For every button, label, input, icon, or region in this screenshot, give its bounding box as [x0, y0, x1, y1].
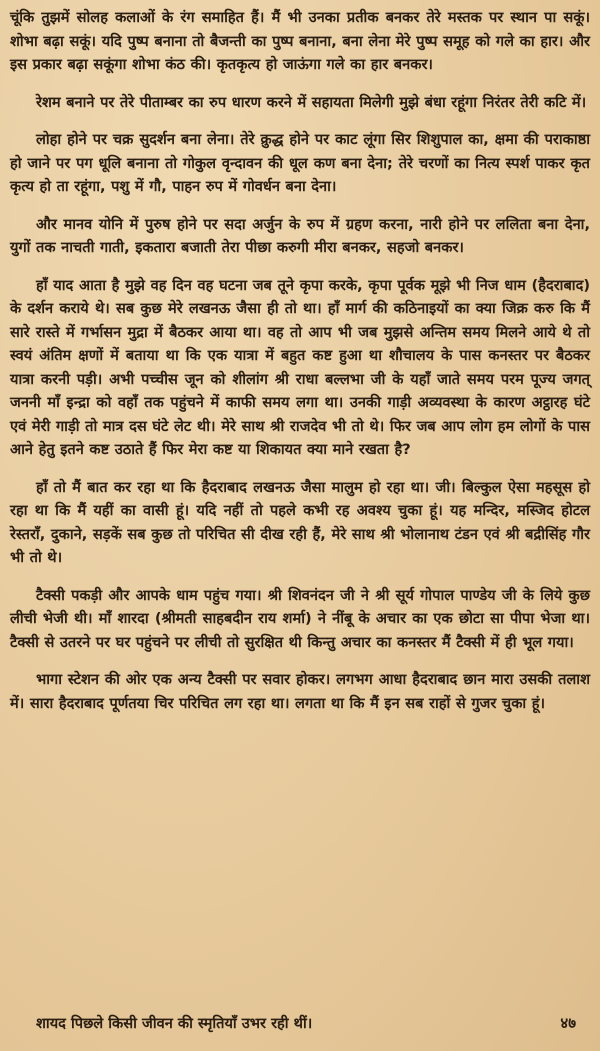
- paragraph-4: और मानव योनि में पुरुष होने पर सदा अर्जुन के रुप में ग्रहण करना, नारी होने पर ललिता बना देना, युगों तक नाचती गाती, इकतारा बजाती तेरा पीछा करुगी मीरा बनकर, सहजो बनकर।: [10, 215, 590, 256]
- closing-line: शायद पिछले किसी जीवन की स्मृतियाँ उभर रही थीं।: [36, 1015, 313, 1032]
- page-footer: [10, 1012, 590, 1036]
- page-number: ४७: [560, 1014, 576, 1032]
- paragraph-3: लोहा होने पर चक्र सुदर्शन बना लेना। तेरे क्रुद्ध होने पर काट लूंगा सिर शिशुपाल का, क्षमा की पराकाष्ठा हो जाने पर पग धूलि बनाना तो गोकुल वृन्दावन की धूल कण बना देना; तेरे चरणों का नित्य स्पर्श पाकर कृत कृत्य हो ता रहूंगा, पशु में गौ, पाहन रुप में गोवर्धन बना देना।: [10, 131, 590, 195]
- paragraph-7: टैक्सी पकड़ी और आपके धाम पहुंच गया। श्री शिवनंदन जी ने श्री सूर्य गोपाल पाण्डेय जी के लिये कुछ लीची भेजी थी। माँ शारदा (श्रीमती साहबदीन राय शर्मा) ने नींबू के अचार का एक छोटा सा पीपा भेजा था। टैक्सी से उतरने पर घर पहुंचने पर लीची तो सुरक्षित थी किन्तु अचार का कनस्तर मैं टैक्सी में ही भूल गया।: [10, 586, 590, 651]
- paragraph-5: हाँ याद आता है मुझे वह दिन वह घटना जब तूने कृपा करके, कृपा पूर्वक मूझे भी निज धाम (हैदराबाद) के दर्शन कराये थे। सब कुछ मेरे लखनऊ जैसा ही तो था। हाँ मार्ग की कठिनाइयों का क्या जिक्र करु कि मैं सारे रास्ते में गर्भासन मुद्रा में बैठकर आया था। वह तो आप भी जब मुझसे अन्तिम समय मिलने आये थे तो स्वयं अंतिम क्षणों में बताया था कि एक यात्रा में बहुत कष्ट हुआ था शौचालय के पास कनस्तर पर बैठकर यात्रा करनी पड़ी। अभी पच्चीस जून को शीलांग श्री राधा बल्लभा जी के यहाँ जाते समय परम पूज्य जगत् जननी माँ इन्द्रा को वहाँ तक पहुंचने में काफी समय लगा था। उनकी गाड़ी अव्यवस्था के कारण अट्ठारह घंटे एवं मेरी गाड़ी तो मात्र दस घंटे लेट थी। मेरे साथ श्री राजदेव भी तो थे। फिर जब आप लोग हम लोगों के पास आने हेतु इतने कष्ट उठाते हैं फिर मेरा कष्ट या शिकायत क्या माने रखता है?: [10, 276, 590, 458]
- paragraph-1: चूंकि तुझमें सोलह कलाओं के रंग समाहित हैं। मैं भी उनका प्रतीक बनकर तेरे मस्तक पर स्थान पा सकूं। शोभा बढ़ा सकूं। यदि पुष्प बनाना तो बैजन्ती का पुष्प बनाना, बना लेना मेरे पुष्प समूह को गले का हार। और इस प्रकार बढ़ा सकूंगा शोभा कंठ की। कृतकृत्य हो जाऊंगा गले का हार बनकर।: [10, 9, 590, 73]
- paragraph-6: हाँ तो मैं बात कर रहा था कि हैदराबाद लखनऊ जैसा मालुम हो रहा था। जी। बिल्कुल ऐसा महसूस हो रहा था कि मैं यहीं का वासी हूं। यदि नहीं तो पहले कभी रह अवश्य चुका हूं। यह मन्दिर, मस्जिद होटल रेस्तराँ, दुकाने, सड़कें सब कुछ तो परिचित सी दीख रही हैं, मेरे साथ श्री भोलानाथ टंडन एवं श्री बद्रीसिंह गौर भी तो थे।: [10, 478, 590, 566]
- paragraph-8: भागा स्टेशन की ओर एक अन्य टैक्सी पर सवार होकर। लगभग आधा हैदराबाद छान मारा उसकी तलाश में। सारा हैदराबाद पूर्णतया चिर परिचित लग रहा था। लगता था कि मैं इन सब राहों से गुजर चुका हूं।: [10, 671, 590, 712]
- paragraph-2: रेशम बनाने पर तेरे पीताम्बर का रुप धारण करने में सहायता मिलेगी मुझे बंधा रहूंगा निरंतर तेरी कटि में।: [36, 93, 587, 111]
